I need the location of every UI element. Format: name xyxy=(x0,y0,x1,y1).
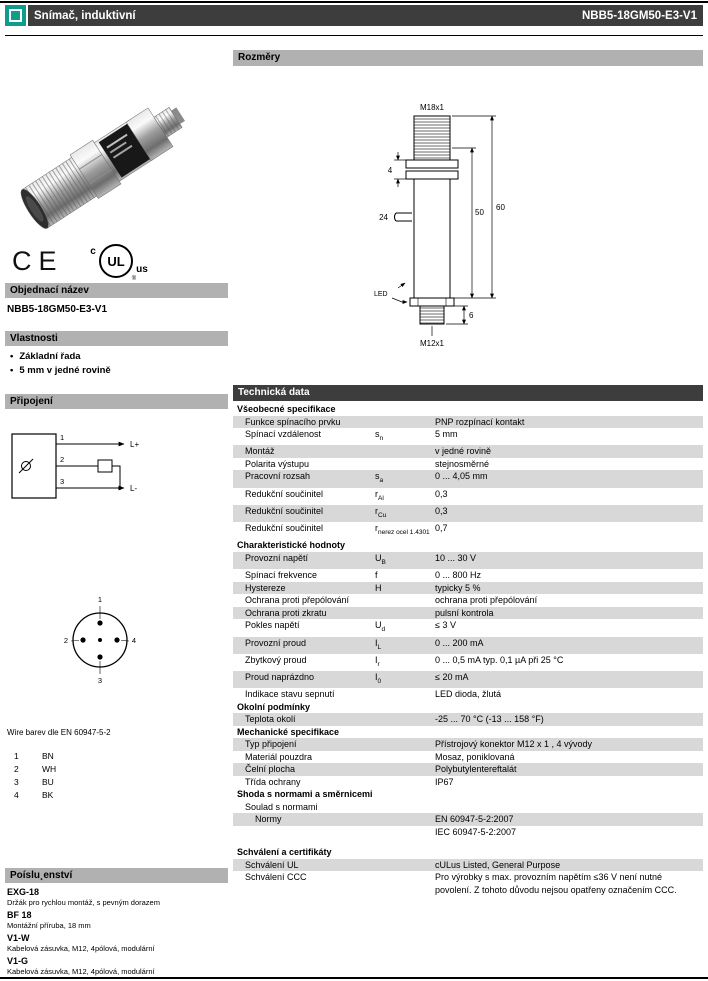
wire-2-label: 2 xyxy=(60,455,65,464)
spec-row xyxy=(233,801,703,814)
spec-value: typicky 5 % xyxy=(435,582,481,593)
dimension-drawing xyxy=(352,100,572,365)
section-bar-dimensions: Rozměry xyxy=(233,50,703,66)
wire-color: WH xyxy=(42,764,57,774)
spec-label: Redukční součinitel xyxy=(245,488,324,499)
dim-50-label: 50 xyxy=(475,208,484,217)
dim-24-label: 24 xyxy=(379,213,388,222)
wire-color: BK xyxy=(42,790,54,800)
feature-item xyxy=(10,350,111,364)
spec-value: 0 ... 4,05 mm xyxy=(435,471,488,482)
accessory-name: V1-G xyxy=(7,956,29,966)
wire-pin: 3 xyxy=(14,777,19,787)
spec-symbol: H xyxy=(375,582,382,593)
spec-label: Spínací vzdálenost xyxy=(245,429,322,439)
wire-pin: 1 xyxy=(14,751,19,761)
spec-section-title: Charakteristické hodnoty xyxy=(237,540,346,551)
bullet-icon: • xyxy=(10,351,14,362)
spec-symbol xyxy=(375,826,435,839)
spec-row xyxy=(233,445,703,458)
spec-value: 0,7 xyxy=(435,523,448,534)
connector-pin2-label: 2 xyxy=(63,636,69,645)
dim-4-label: 4 xyxy=(387,166,393,175)
spec-symbol xyxy=(375,813,435,826)
spec-label: Schválení CCC xyxy=(245,872,307,883)
spec-label: Normy xyxy=(255,814,282,825)
spec-label: Proud naprázdno xyxy=(245,672,315,683)
spec-value: Mosaz, poniklovaná xyxy=(435,751,515,762)
spec-row xyxy=(233,552,703,569)
led-label: LED xyxy=(374,291,388,298)
section-bar-connection: Připojení xyxy=(5,394,228,409)
spec-row xyxy=(233,607,703,620)
spec-symbol: $r_{Al}$ xyxy=(375,488,384,502)
spec-value: ≤ 3 V xyxy=(435,620,456,631)
l-plus-label: L+ xyxy=(130,440,140,449)
wire-color-table xyxy=(14,750,56,802)
spec-row xyxy=(233,522,703,539)
product-photo xyxy=(5,42,228,240)
spec-row xyxy=(233,826,703,839)
spec-section-title: Všeobecné specifikace xyxy=(237,404,336,414)
spec-section-title: Okolní podmínky xyxy=(237,701,311,712)
dim-thread-bottom-label: M12x1 xyxy=(419,339,445,348)
dim-60-label: 60 xyxy=(496,203,505,212)
spec-row xyxy=(233,813,703,826)
accessory-name: EXG-18 xyxy=(7,887,40,897)
spec-row xyxy=(233,458,703,471)
spec-label xyxy=(245,826,375,839)
wire-row xyxy=(14,776,56,789)
spec-value: cULus Listed, General Purpose xyxy=(435,859,561,870)
spec-value: PNP rozpínací kontakt xyxy=(435,416,525,427)
dimension-drawing-svg xyxy=(352,100,572,360)
wire-row xyxy=(14,750,56,763)
spec-value: Přístrojový konektor M12 x 1 , 4 vývody xyxy=(435,739,593,750)
spec-label: Funkce spínacího prvku xyxy=(245,416,341,427)
spec-row xyxy=(233,470,703,487)
ul-us-letters: us xyxy=(135,264,148,275)
certification-marks xyxy=(12,241,160,281)
feature-text: 5 mm v jedné rovině xyxy=(19,365,111,376)
connector-pin3-label: 3 xyxy=(97,676,103,685)
spec-row xyxy=(233,688,703,701)
spec-value: Polybutylentereftalát xyxy=(435,764,517,775)
spec-symbol: $r_{nerez ocel 1.4301}$ xyxy=(375,523,430,536)
spec-value: IEC 60947-5-2:2007 xyxy=(435,826,517,837)
spec-label: Čelní plocha xyxy=(245,764,296,775)
spec-value: 10 ... 30 V xyxy=(435,552,477,563)
header-divider xyxy=(5,35,703,36)
wire-color-note: Wire barev dle EN 60947-5-2 xyxy=(7,728,111,737)
spec-row xyxy=(233,738,703,751)
spec-row xyxy=(233,751,703,764)
top-rule xyxy=(0,1,708,3)
spec-label: Indikace stavu sepnutí xyxy=(245,689,335,700)
spec-label: Ochrana proti přepólování xyxy=(245,595,350,606)
connector-pin4-label: 4 xyxy=(131,636,137,645)
spec-row xyxy=(233,582,703,595)
accessory-desc: Držák pro rychlou montáž, s pevným dorazem xyxy=(7,898,160,907)
spec-symbol xyxy=(375,416,435,429)
accessory-desc: Kabelová zásuvka, M12, 4pólová, modulární xyxy=(7,944,155,953)
spec-label: Soulad s normami xyxy=(245,801,318,812)
spec-value: EN 60947-5-2:2007 xyxy=(435,814,514,825)
spec-row xyxy=(233,428,703,445)
section-bar-features: Vlastnosti xyxy=(5,331,228,346)
features-list xyxy=(10,350,111,378)
spec-symbol: f xyxy=(375,570,378,581)
spec-label: Materiál pouzdra xyxy=(245,751,313,762)
section-bar-technical-data: Technická data xyxy=(233,385,703,401)
l-minus-label: L- xyxy=(130,484,138,493)
ul-letters: UL xyxy=(106,254,125,269)
spec-value: 5 mm xyxy=(435,429,458,439)
spec-label: Třída ochrany xyxy=(245,776,301,787)
wire-1-label: 1 xyxy=(60,433,65,442)
spec-label: Redukční součinitel xyxy=(245,523,324,534)
accessory-name: V1-W xyxy=(7,933,30,943)
spec-value: 0,3 xyxy=(435,505,448,516)
header-bar xyxy=(28,5,703,26)
spec-label: Teplota okolí xyxy=(245,714,296,725)
spec-symbol xyxy=(375,763,435,776)
spec-label: Provozní napětí xyxy=(245,552,309,563)
spec-row xyxy=(233,763,703,776)
spec-symbol xyxy=(375,688,435,701)
wire-pin: 2 xyxy=(14,764,19,774)
wire-color: BN xyxy=(42,751,54,761)
spec-label: Spínací frekvence xyxy=(245,570,318,581)
spec-row xyxy=(233,637,703,654)
spec-section-title: Schválení a certifikáty xyxy=(237,847,332,858)
spec-value: 0,3 xyxy=(435,488,448,499)
part-number: NBB5-18GM50-E3-V1 xyxy=(581,9,697,22)
wire-row xyxy=(14,763,56,776)
spec-value: IP67 xyxy=(435,776,454,787)
product-photo-illustration xyxy=(5,42,228,240)
ul-c-letter: c xyxy=(89,246,96,257)
cul-us-mark xyxy=(80,240,160,282)
section-bar-accessories: Poíslu¸enství xyxy=(5,868,228,883)
spec-value: 0 ... 0,5 mA typ. 0,1 µA při 25 °C xyxy=(435,654,564,665)
spec-value: Pro výrobky s max. provozním napětím ≤36 V není nutné povolení. Z tohoto důvodu nejsou opatřeny označením CCC. xyxy=(435,872,677,895)
accessory-desc: Montážní příruba, 18 mm xyxy=(7,921,91,930)
spec-value xyxy=(435,801,703,814)
dim-6-label: 6 xyxy=(469,311,474,320)
section-bar-order: Objednací název xyxy=(5,283,228,298)
spec-symbol xyxy=(375,445,435,458)
spec-label: Pracovní rozsah xyxy=(245,471,311,482)
spec-symbol: $s_n$ xyxy=(375,429,384,442)
bullet-icon: • xyxy=(10,365,14,376)
spec-row xyxy=(233,871,703,896)
spec-symbol xyxy=(375,776,435,789)
spec-row xyxy=(233,654,703,671)
feature-item xyxy=(10,364,111,378)
spec-label: Schválení UL xyxy=(245,859,299,870)
spec-label: Zbytkový proud xyxy=(245,654,307,665)
spec-symbol: $U_d$ xyxy=(375,620,386,634)
spec-row xyxy=(233,488,703,505)
spec-label: Hystereze xyxy=(245,582,286,593)
ul-registered: ® xyxy=(131,276,136,282)
connector-pinout xyxy=(50,588,150,693)
spec-label: Ochrana proti zkratu xyxy=(245,607,327,618)
wire-pin: 4 xyxy=(14,790,19,800)
order-designation: NBB5-18GM50-E3-V1 xyxy=(7,304,108,315)
spec-symbol xyxy=(375,607,435,620)
wire-color: BU xyxy=(42,777,54,787)
spec-row xyxy=(233,569,703,582)
spec-row xyxy=(233,776,703,789)
spec-label: Polarita výstupu xyxy=(245,458,310,469)
connector-pin1-label: 1 xyxy=(97,595,103,604)
spec-symbol xyxy=(375,738,435,751)
spec-symbol: $I_0$ xyxy=(375,672,382,685)
accessory-desc: Kabelová zásuvka, M12, 4pólová, modulární xyxy=(7,967,155,976)
spec-section-title: Mechanické specifikace xyxy=(237,726,340,737)
connector-pinout-svg xyxy=(50,588,150,688)
dim-thread-top-label: M18x1 xyxy=(419,103,445,112)
spec-value: LED dioda, žlutá xyxy=(435,689,502,700)
spec-symbol: $U_B$ xyxy=(375,552,386,566)
spec-symbol xyxy=(375,871,435,896)
spec-symbol: $I_r$ xyxy=(375,654,380,668)
spec-value: pulsní kontrola xyxy=(435,607,494,618)
accessories-list xyxy=(7,887,225,979)
spec-value: 0 ... 200 mA xyxy=(435,637,484,648)
wire-3-label: 3 xyxy=(60,477,65,486)
spec-symbol xyxy=(375,859,435,872)
spec-label: Pokles napětí xyxy=(245,620,300,631)
spec-symbol xyxy=(375,801,435,814)
spec-symbol: $r_{Cu}$ xyxy=(375,505,387,519)
technical-data-table xyxy=(233,403,703,896)
spec-symbol xyxy=(375,713,435,726)
spec-row xyxy=(233,713,703,726)
spec-label: Montáž xyxy=(245,446,275,457)
spec-row xyxy=(233,859,703,872)
spec-row xyxy=(233,594,703,607)
wiring-diagram-svg xyxy=(6,416,166,516)
wire-row xyxy=(14,789,56,802)
spec-row xyxy=(233,416,703,429)
spec-row xyxy=(233,671,703,688)
page-header xyxy=(5,5,703,26)
spec-symbol: $s_a$ xyxy=(375,471,384,485)
ce-mark: CE xyxy=(12,245,64,276)
spec-symbol xyxy=(375,594,435,607)
brand-logo-icon xyxy=(5,5,26,26)
spec-row xyxy=(233,505,703,522)
spec-value: ≤ 20 mA xyxy=(435,672,469,683)
accessory-name: BF 18 xyxy=(7,910,32,920)
spec-symbol: $I_L$ xyxy=(375,637,382,651)
feature-text: Základní řada xyxy=(19,351,81,362)
spec-label: Provozní proud xyxy=(245,637,307,648)
spec-section-title: Shoda s normami a směrnicemi xyxy=(237,789,373,800)
spec-value: ochrana proti přepólování xyxy=(435,595,538,606)
spec-symbol xyxy=(375,458,435,471)
spec-value: v jedné rovině xyxy=(435,446,492,457)
spec-symbol xyxy=(375,751,435,764)
spec-value: stejnosměrné xyxy=(435,458,490,469)
product-type-title: Snímač, induktivní xyxy=(34,9,136,22)
spec-label: Typ připojení xyxy=(245,739,297,750)
spec-row xyxy=(233,619,703,636)
spec-value: 0 ... 800 Hz xyxy=(435,570,482,581)
spec-label: Redukční součinitel xyxy=(245,505,324,516)
spec-value: -25 ... 70 °C (-13 ... 158 °F) xyxy=(435,714,544,725)
wiring-diagram xyxy=(6,416,166,521)
